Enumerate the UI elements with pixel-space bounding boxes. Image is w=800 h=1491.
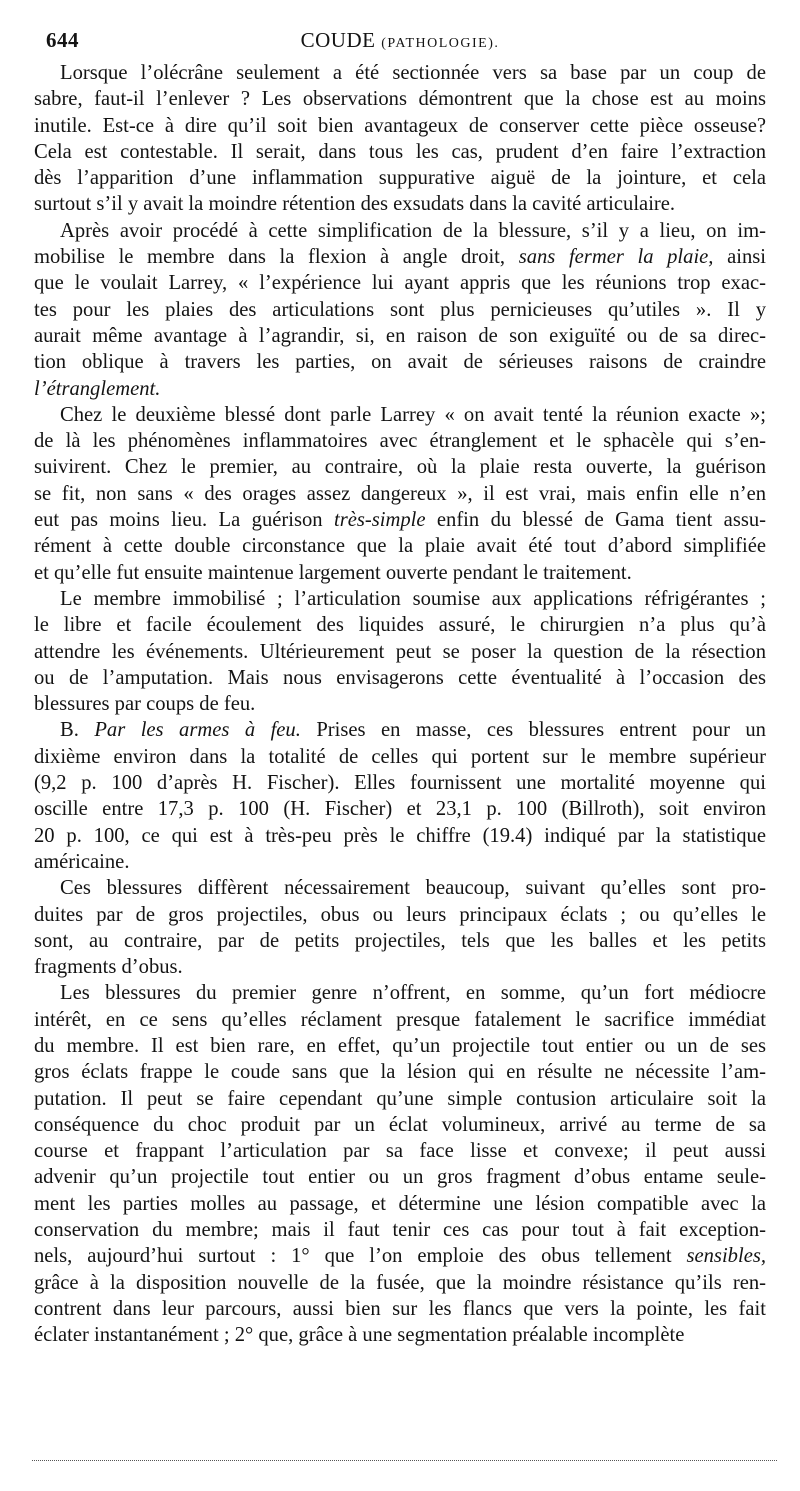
text-line: [34, 691, 766, 717]
text-run: B.: [60, 719, 95, 742]
text-run: aurait même avantage à l’agrandir, si, en raison de son exiguïté ou de sa direc-: [34, 324, 766, 347]
text-run: dixième environ dans la totalité de celles qui portent sur le membre supérieur: [34, 745, 766, 768]
text-line: [34, 533, 766, 559]
paragraph: [34, 60, 766, 218]
text-line: [34, 1138, 766, 1164]
text-line: [34, 323, 766, 349]
italic-text: sensibles,: [686, 1245, 766, 1268]
text-line: [34, 165, 766, 191]
text-run: inutile. Est-ce à dire qu’il soit bien avantageux de conserver cette pièce osseuse?: [34, 114, 766, 137]
text-line: [34, 481, 766, 507]
text-line: [34, 875, 766, 901]
text-line: [34, 349, 766, 375]
text-run: fragments d’obus.: [34, 956, 183, 979]
italic-text: très-simple: [333, 509, 426, 532]
text-run: intérêt, en ce sens qu’elles réclament presque fatalement le sacrifice immédiat: [34, 1008, 766, 1031]
text-run: sabre, faut-il l’enlever ? Les observations démontrent que la chose est au moins: [34, 88, 766, 111]
text-line: [34, 297, 766, 323]
book-page: [34, 26, 766, 1349]
running-title-main: COUDE: [300, 28, 376, 52]
text-line: [34, 60, 766, 86]
paragraph: [34, 717, 766, 875]
text-line: [34, 928, 766, 954]
text-line: [34, 113, 766, 139]
text-run: grâce à la disposition nouvelle de la fusée, que la moindre résistance qu’ils ren-: [34, 1271, 766, 1294]
text-run: duites par de gros projectiles, obus ou leurs principaux éclats ; ou qu’elles le: [34, 903, 766, 926]
running-head: [34, 26, 766, 60]
text-run: Prises en masse, ces blessures entrent pour un: [300, 719, 766, 742]
text-line: [34, 665, 766, 691]
text-run: ou de l’amputation. Mais nous envisagerons cette éventualité à l’occasion des: [34, 666, 766, 689]
italic-text: sans fermer la plaie,: [518, 246, 714, 269]
text-line: [34, 376, 766, 402]
paragraph: [34, 586, 766, 717]
text-run: blessures par coups de feu.: [34, 693, 256, 716]
text-run: ainsi: [713, 246, 766, 269]
text-line: [34, 1033, 766, 1059]
text-run: course et frappant l’articulation par sa face lisse et convexe; il peut aussi: [34, 1140, 766, 1163]
text-line: [34, 1164, 766, 1190]
text-line: [34, 849, 766, 875]
text-line: [34, 402, 766, 428]
text-run: suivirent. Chez le premier, au contraire, où la plaie resta ouverte, la guérison: [34, 456, 766, 479]
text-run: Après avoir procédé à cette simplification de la blessure, s’il y a lieu, on im-: [60, 219, 766, 242]
paragraph: [34, 402, 766, 586]
text-run: sont, au contraire, par de petits projectiles, tels que les balles et les petits: [34, 929, 766, 952]
text-line: [34, 86, 766, 112]
text-line: [34, 1059, 766, 1085]
text-run: (9,2 p. 100 d’après H. Fischer). Elles fournissent une mortalité moyenne qui: [34, 772, 766, 795]
text-run: Cela est contestable. Il serait, dans tous les cas, prudent d’en faire l’extraction: [34, 140, 766, 163]
text-line: [34, 191, 766, 217]
text-run: surtout s’il y avait la moindre rétention des exsudats dans la cavité articulaire.: [34, 193, 676, 216]
text-run: Les blessures du premier genre n’offrent, en somme, qu’un fort médiocre: [60, 982, 766, 1005]
body-text: [34, 60, 766, 1349]
text-line: [34, 586, 766, 612]
text-run: conséquence du choc produit par un éclat volumineux, arrivé au terme de sa: [34, 1113, 766, 1136]
text-run: attendre les événements. Ultérieurement peut se poser la question de la résection: [34, 640, 766, 663]
footer-dotted-rule: [32, 1460, 777, 1461]
text-run: Lorsque l’olécrâne seulement a été sectionnée vers sa base par un coup de: [60, 62, 766, 84]
text-run: du membre. Il est bien rare, en effet, qu’un projectile tout entier ou un de ses: [34, 1034, 766, 1057]
paragraph: [34, 875, 766, 980]
text-run: rément à cette double circonstance que la plaie avait été tout d’abord simplifiée: [34, 535, 766, 558]
text-line: [34, 770, 766, 796]
text-run: oscille entre 17,3 p. 100 (H. Fischer) et 23,1 p. 100 (Billroth), soit environ: [34, 798, 766, 821]
text-line: [34, 507, 766, 533]
text-run: que le voulait Larrey, « l’expérience lui ayant appris que les réunions trop exac-: [34, 272, 766, 295]
text-line: [34, 1217, 766, 1243]
text-run: ment les parties molles au passage, et détermine une lésion compatible avec la: [34, 1192, 766, 1215]
text-line: [34, 218, 766, 244]
text-run: tion oblique à travers les parties, on avait de sérieuses raisons de craindre: [34, 351, 766, 374]
text-run: putation. Il peut se faire cependant qu’une simple contusion articulaire soit la: [34, 1087, 766, 1110]
text-run: tes pour les plaies des articulations sont plus pernicieuses qu’utiles ». Il y: [34, 298, 766, 321]
text-line: [34, 428, 766, 454]
text-run: gros éclats frappe le coude sans que la lésion qui en résulte ne nécessite l’am-: [34, 1061, 766, 1084]
text-line: [34, 1007, 766, 1033]
text-line: [34, 823, 766, 849]
running-title: [34, 28, 766, 53]
text-line: [34, 270, 766, 296]
text-run: nels, aujourd’hui surtout : 1° que l’on emploie des obus tellement: [34, 1245, 687, 1268]
text-run: le libre et facile écoulement des liquides assuré, le chirurgien n’a plus qu’à: [34, 614, 766, 637]
text-run: de là les phénomènes inflammatoires avec étranglement et le sphacèle qui s’en-: [34, 430, 766, 453]
text-run: conservation du membre; mais il faut tenir ces cas pour tout à fait exception-: [34, 1219, 766, 1242]
text-line: [34, 1322, 766, 1348]
paragraph: [34, 218, 766, 402]
text-line: [34, 639, 766, 665]
text-run: mobilise le membre dans la flexion à angle droit,: [34, 246, 519, 269]
text-run: 20 p. 100, ce qui est à très-peu près le chiffre (19.4) indiqué par la statistique: [34, 824, 766, 847]
text-run: se fit, non sans « des orages assez dangereux », il est vrai, mais enfin elle n’en: [34, 482, 766, 505]
text-line: [34, 980, 766, 1006]
text-run: Le membre immobilisé ; l’articulation soumise aux applications réfrigérantes ;: [60, 587, 766, 610]
text-run: enfin du blessé de Gama tient assu-: [425, 509, 767, 532]
text-run: eut pas moins lieu. La guérison: [34, 509, 334, 532]
text-line: [34, 902, 766, 928]
running-title-sub: (PATHOLOGIE).: [381, 36, 500, 51]
text-line: [34, 1270, 766, 1296]
text-run: Chez le deuxième blessé dont parle Larrey « on avait tenté la réunion exacte »;: [60, 403, 766, 426]
text-line: [34, 796, 766, 822]
text-run: éclater instantanément ; 2° que, grâce à une segmentation préalable incomplète: [34, 1324, 685, 1347]
text-line: [34, 139, 766, 165]
text-line: [34, 954, 766, 980]
text-run: dès l’apparition d’une inflammation suppurative aiguë de la jointure, et cela: [34, 167, 766, 190]
text-line: [34, 717, 766, 743]
text-run: Ces blessures diffèrent nécessairement beaucoup, suivant qu’elles sont pro-: [60, 877, 766, 900]
text-run: advenir qu’un projectile tout entier ou un gros fragment d’obus entame seule-: [34, 1166, 766, 1189]
text-line: [34, 612, 766, 638]
text-line: [34, 1243, 766, 1269]
text-line: [34, 454, 766, 480]
text-line: [34, 1191, 766, 1217]
text-line: [34, 244, 766, 270]
text-line: [34, 1112, 766, 1138]
paragraph: [34, 980, 766, 1348]
text-run: et qu’elle fut ensuite maintenue largement ouverte pendant le traitement.: [34, 561, 632, 584]
italic-text: l’étranglement.: [34, 377, 161, 400]
text-line: [34, 560, 766, 586]
text-line: [34, 1086, 766, 1112]
page-number: 644: [46, 28, 79, 52]
text-line: [34, 744, 766, 770]
text-line: [34, 1296, 766, 1322]
text-run: américaine.: [34, 850, 130, 873]
text-run: contrent dans leur parcours, aussi bien sur les flancs que vers la pointe, les fait: [34, 1297, 766, 1320]
italic-text: Par les armes à feu.: [94, 719, 301, 742]
